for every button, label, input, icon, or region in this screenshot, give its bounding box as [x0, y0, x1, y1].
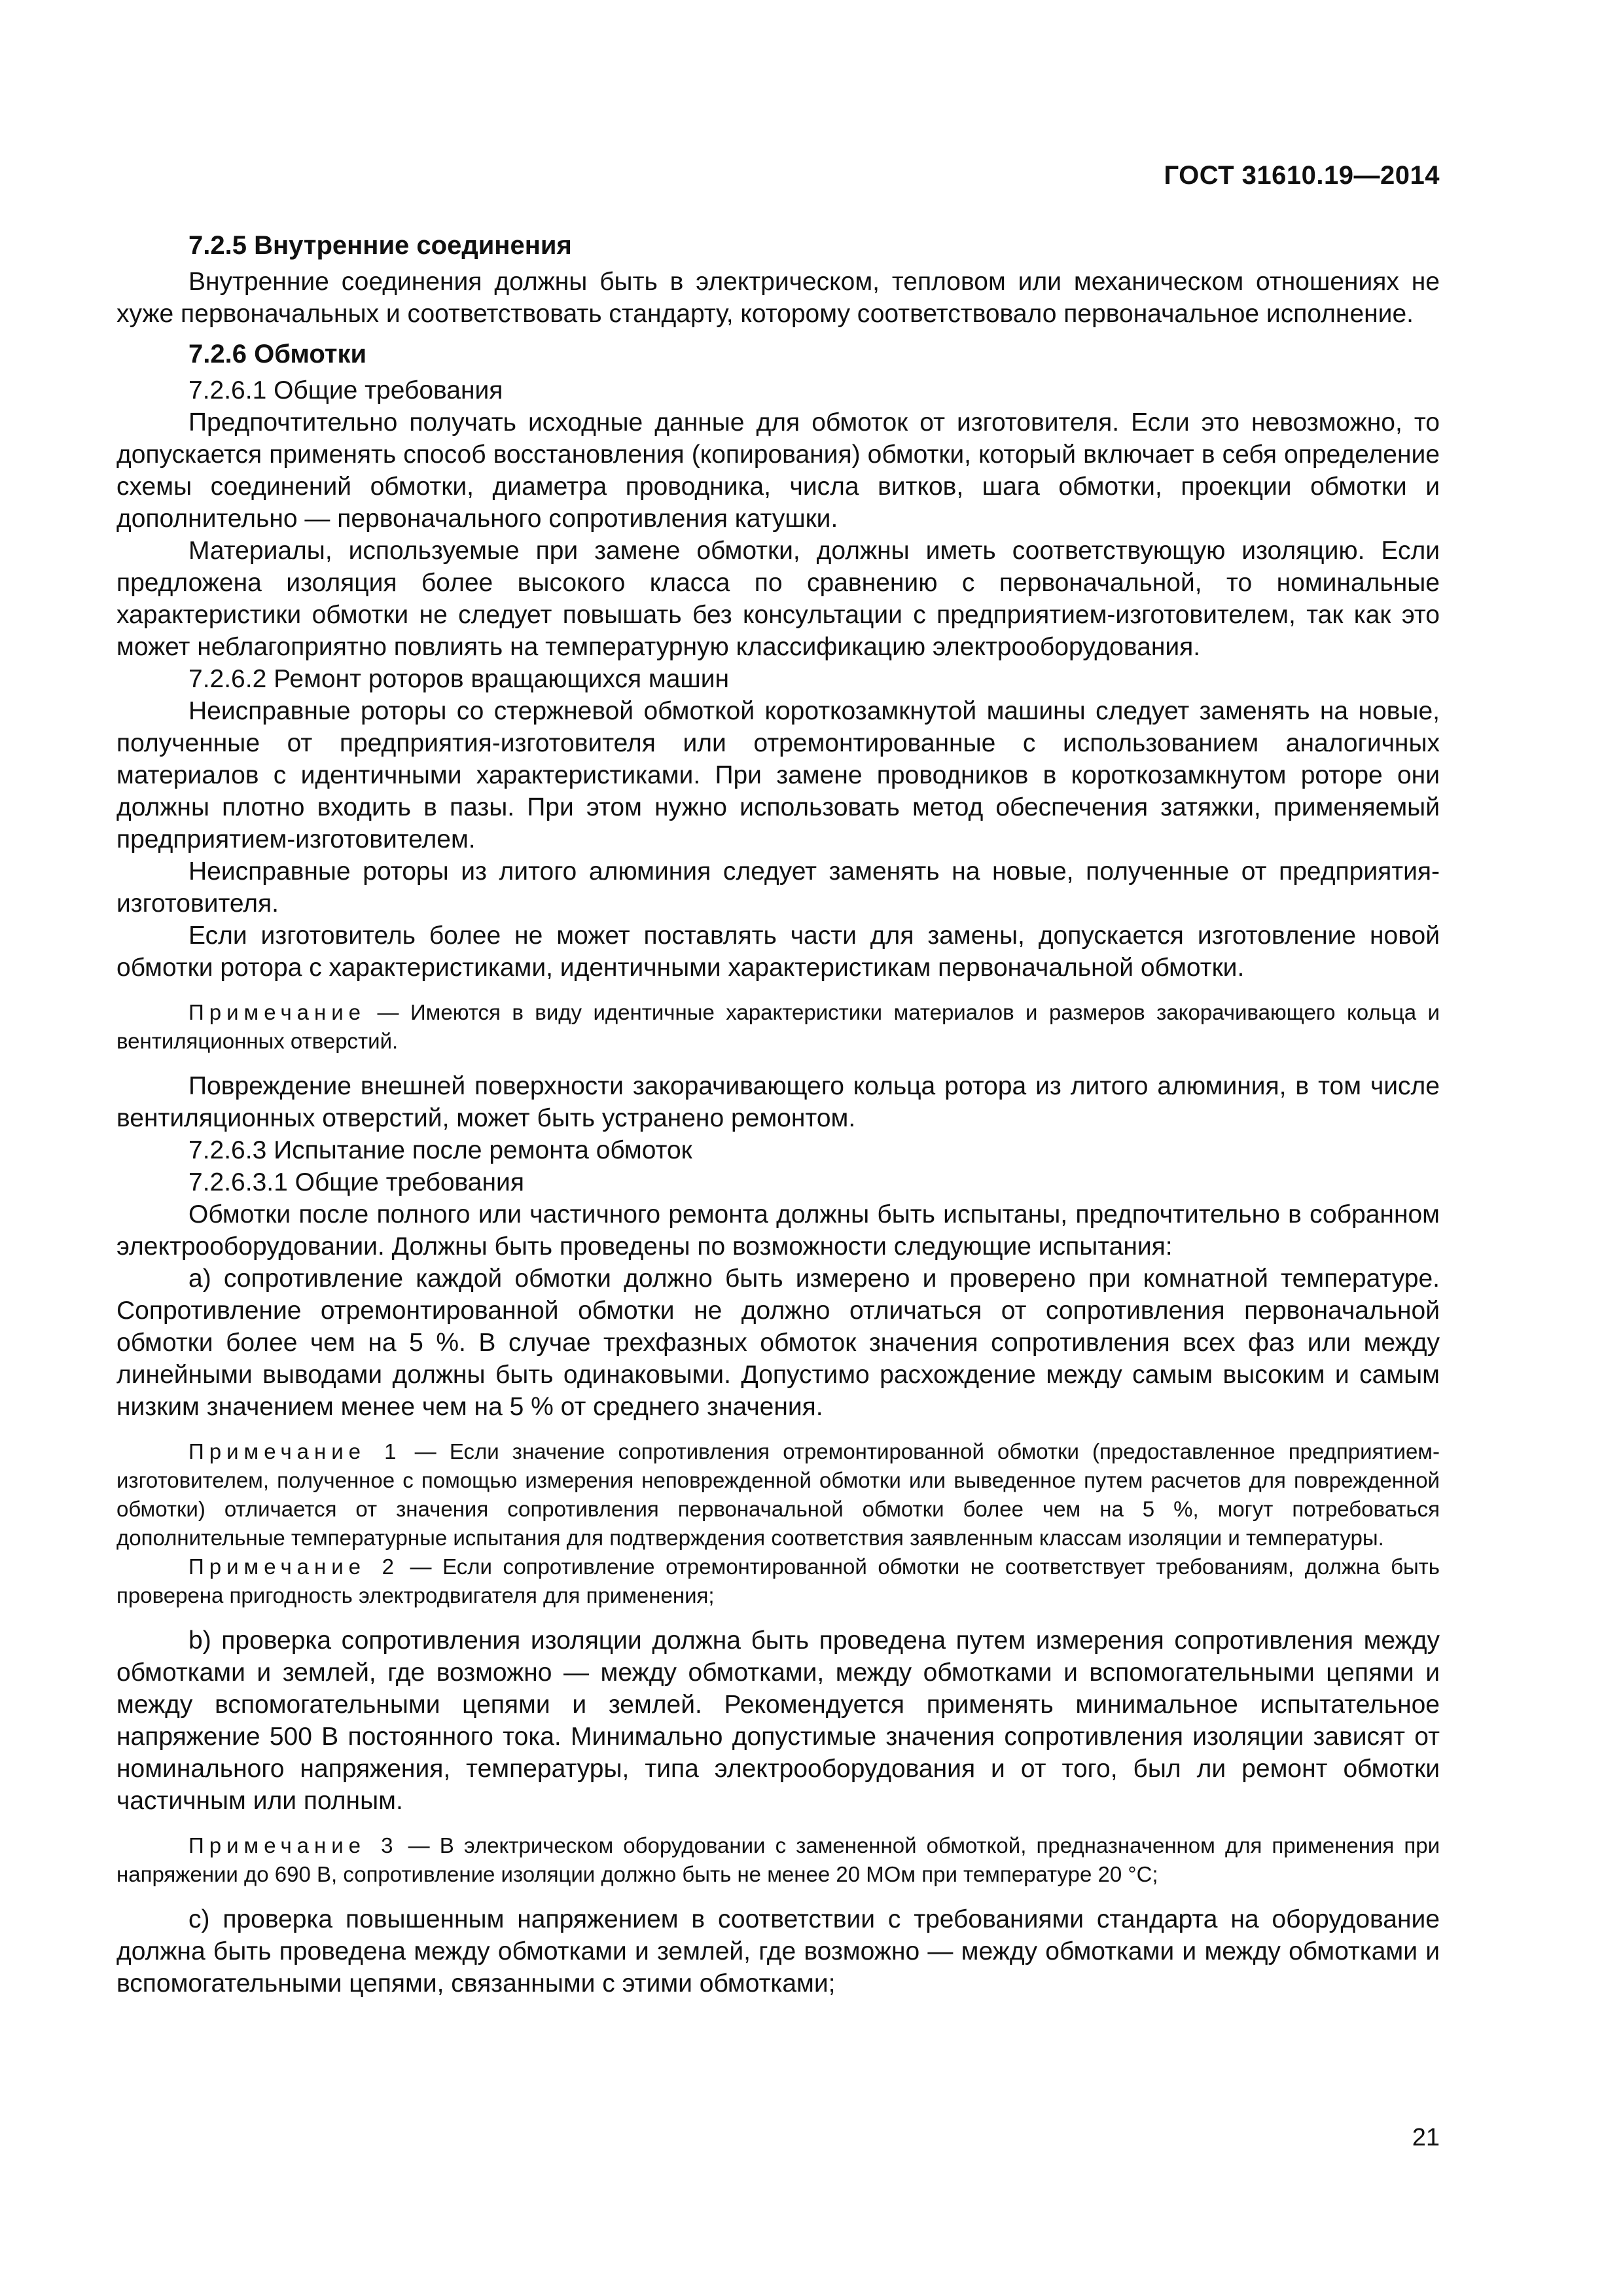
note-text: — Если значение сопротивления отремонтированной обмотки (предоставленное предприятием-изготовителем, полученное с помощью измерения неповрежденной обмотки или выведенное путем расчетов для поврежденной обмотки) отличается от значения сопротивления первоначальной обмотки более чем на 5 %, могут потребоваться дополнительные температурные испытания для подтверждения соответствия заявленным классам изоляции и температуры.: [116, 1439, 1440, 1550]
section-heading-7-2-6: 7.2.6 Обмотки: [188, 340, 367, 368]
subsection-heading: 7.2.6.1 Общие требования: [188, 376, 503, 404]
subsection-heading: 7.2.6.2 Ремонт роторов вращающихся машин: [188, 665, 730, 693]
list-item-c: c) проверка повышенным напряжением в соответствии с требованиями стандарта на оборудование должна быть проведена между обмотками и землей, где возможно — между обмотками и между обмотками и вспомогательными цепями, связанными с этими обмотками;: [116, 1905, 1440, 1998]
subsection-heading: 7.2.6.3.1 Общие требования: [188, 1168, 524, 1196]
paragraph: Обмотки после полного или частичного ремонта должны быть испытаны, предпочтительно в собранном электрооборудовании. Должны быть проведены по возможности следующие испытания:: [116, 1200, 1440, 1261]
list-item-a: a) сопротивление каждой обмотки должно быть измерено и проверено при комнатной температуре. Сопротивление отремонтированной обмотки не должно отличаться от сопротивления первоначальной обмотки более чем на 5 %. В случае трехфазных обмоток значения сопротивления всех фаз или между линейными выводами должны быть одинаковыми. Допустимо расхождение между самым высоким и самым низким значением менее чем на 5 % от среднего значения.: [116, 1265, 1440, 1421]
list-item-b: b) проверка сопротивления изоляции должна быть проведена путем измерения сопротивления между обмотками и землей, где возможно — между обмотками, между обмотками и вспомогательными цепями и между вспомогательными цепями и землей. Рекомендуется применять минимальное испытательное напряжение 500 В постоянного тока. Минимально допустимые значения сопротивления изоляции зависят от номинального напряжения, температуры, типа электрооборудования и от того, был ли ремонт обмотки частичным или полным.: [116, 1626, 1440, 1815]
paragraph: Неисправные роторы из литого алюминия следует заменять на новые, полученные от предприятия-изготовителя.: [116, 857, 1440, 918]
note-label: Примечание 1: [188, 1439, 402, 1463]
subsection-heading: 7.2.6.3 Испытание после ремонта обмоток: [188, 1136, 692, 1164]
note-text: — Если сопротивление отремонтированной обмотки не соответствует требованиям, должна быть проверена пригодность электродвигателя для применения;: [116, 1554, 1440, 1607]
paragraph: Предпочтительно получать исходные данные для обмоток от изготовителя. Если это невозможно, то допускается применять способ восстановления (копирования) обмотки, который включает в себя определение схемы соединений обмотки, диаметра проводника, числа витков, шага обмотки, проекции обмотки и дополнительно — первоначального сопротивления катушки.: [116, 408, 1440, 533]
paragraph: Повреждение внешней поверхности закорачивающего кольца ротора из литого алюминия, в том числе вентиляционных отверстий, может быть устранено ремонтом.: [116, 1072, 1440, 1132]
note-label: Примечание 3: [188, 1833, 399, 1857]
note: [116, 998, 1440, 1056]
note-label: Примечание: [188, 1000, 366, 1024]
section-heading-7-2-5: 7.2.5 Внутренние соединения: [188, 231, 572, 260]
paragraph: Неисправные роторы со стержневой обмоткой короткозамкнутой машины следует заменять на новые, полученные от предприятия-изготовителя или отремонтированные с использованием аналогичных материалов с идентичными характеристиками. При замене проводников в короткозамкнутом роторе они должны плотно входить в пазы. При этом нужно использовать метод обеспечения затяжки, применяемый предприятием-изготовителем.: [116, 697, 1440, 853]
note-label: Примечание 2: [188, 1554, 399, 1579]
note: [116, 1552, 1440, 1610]
document-code: ГОСТ 31610.19—2014: [1164, 161, 1440, 190]
page-number: 21: [1412, 2124, 1440, 2151]
paragraph: Материалы, используемые при замене обмотки, должны иметь соответствующую изоляцию. Если предложена изоляция более высокого класса по сравнению с первоначальной, то номинальные характеристики обмотки не следует повышать без консультации с предприятием-изготовителем, так как это может неблагоприятно повлиять на температурную классификацию электрооборудования.: [116, 537, 1440, 661]
paragraph: Если изготовитель более не может поставлять части для замены, допускается изготовление новой обмотки ротора с характеристиками, идентичными характеристикам первоначальной обмотки.: [116, 922, 1440, 982]
page-body: [116, 229, 1440, 2000]
paragraph: Внутренние соединения должны быть в электрическом, тепловом или механическом отношениях не хуже первоначальных и соответствовать стандарту, которому соответствовало первоначальное исполнение.: [116, 268, 1440, 328]
note: [116, 1831, 1440, 1889]
note-text: — Имеются в виду идентичные характеристики материалов и размеров закорачивающего кольца и вентиляционных отверстий.: [116, 1000, 1440, 1053]
note-text: — В электрическом оборудовании с замененной обмоткой, предназначенном для применения при напряжении до 690 В, сопротивление изоляции должно быть не менее 20 МОм при температуре 20 °С;: [116, 1833, 1440, 1886]
note: [116, 1437, 1440, 1552]
